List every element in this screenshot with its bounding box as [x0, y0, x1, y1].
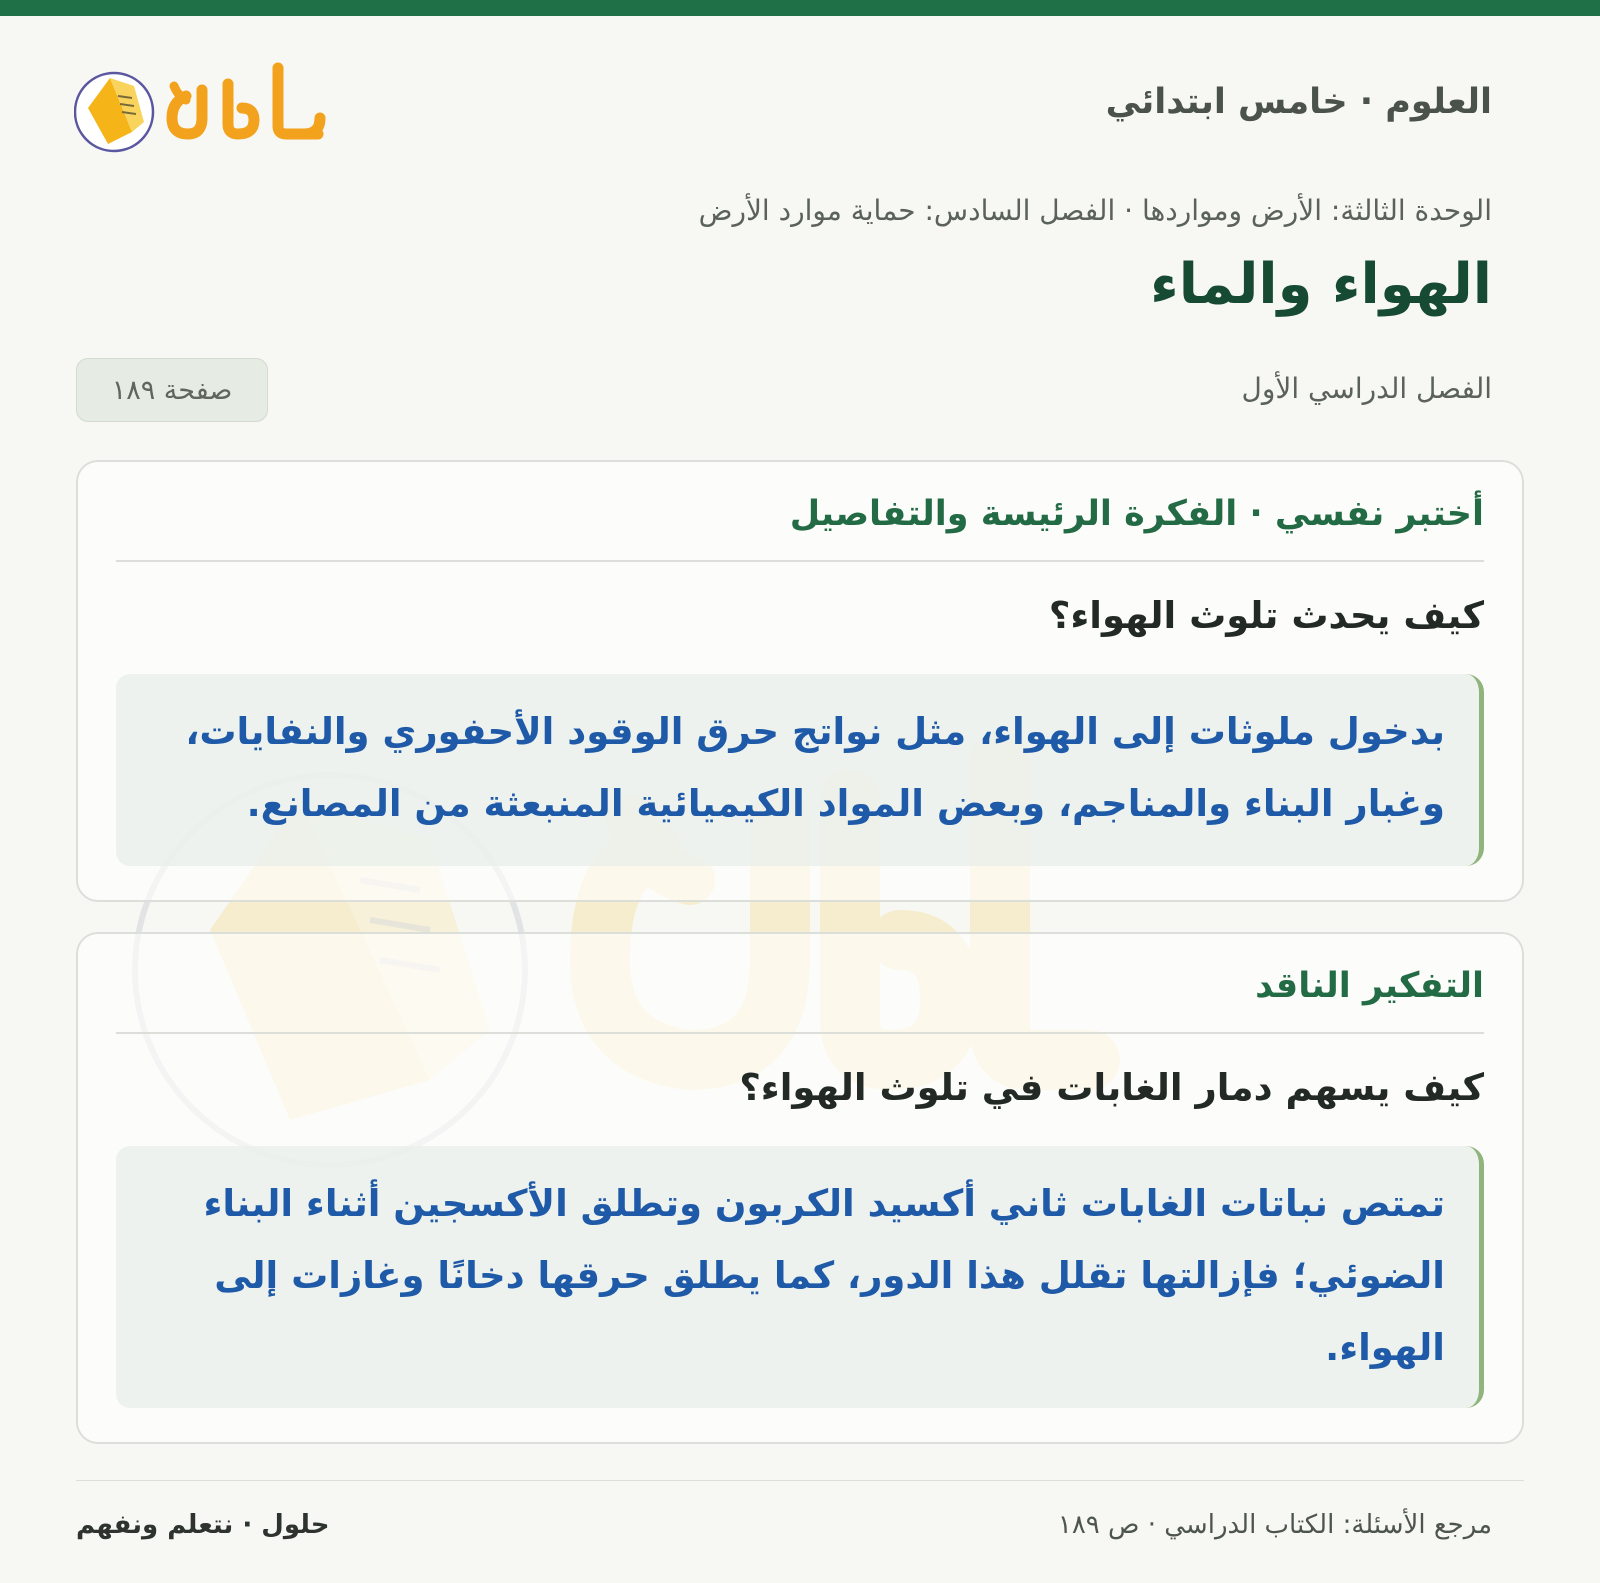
breadcrumb: الوحدة الثالثة: الأرض ومواردها · الفصل السادس: حماية موارد الأرض	[698, 194, 1492, 227]
footer-divider	[76, 1480, 1524, 1481]
footer-brand: حلول · نتعلم ونفهم	[76, 1510, 330, 1540]
question-text: كيف يسهم دمار الغابات في تلوث الهواء؟	[739, 1066, 1484, 1109]
answer-box: بدخول ملوثات إلى الهواء، مثل نواتج حرق الوقود الأحفوري والنفايات، وغبار البناء والمناجم، وبعض المواد الكيميائية المنبعثة من المصانع.	[116, 674, 1484, 866]
footer-reference: مرجع الأسئلة: الكتاب الدراسي · ص ١٨٩	[1057, 1510, 1492, 1540]
subject-grade-heading: العلوم · خامس ابتدائي	[1105, 82, 1492, 122]
card-title: التفكير الناقد	[1255, 966, 1484, 1006]
top-accent-bar	[0, 0, 1600, 16]
card-divider	[116, 1032, 1484, 1034]
page-title: الهواء والماء	[1150, 252, 1492, 317]
term-label: الفصل الدراسي الأول	[1241, 372, 1492, 405]
logo	[74, 56, 334, 160]
answer-box: تمتص نباتات الغابات ثاني أكسيد الكربون وتطلق الأكسجين أثناء البناء الضوئي؛ فإزالتها تقلل هذا الدور، كما يطلق حرقها دخانًا وغازات إلى الهواء.	[116, 1146, 1484, 1408]
card-divider	[116, 560, 1484, 562]
question-card-self-check	[76, 460, 1524, 902]
page-number-label: صفحة ١٨٩	[111, 374, 233, 406]
page-number-badge	[76, 358, 268, 422]
question-card-critical-thinking	[76, 932, 1524, 1444]
card-title: أختبر نفسي · الفكرة الرئيسة والتفاصيل	[789, 494, 1484, 534]
question-text: كيف يحدث تلوث الهواء؟	[1048, 594, 1484, 637]
logo-icon	[74, 56, 334, 160]
